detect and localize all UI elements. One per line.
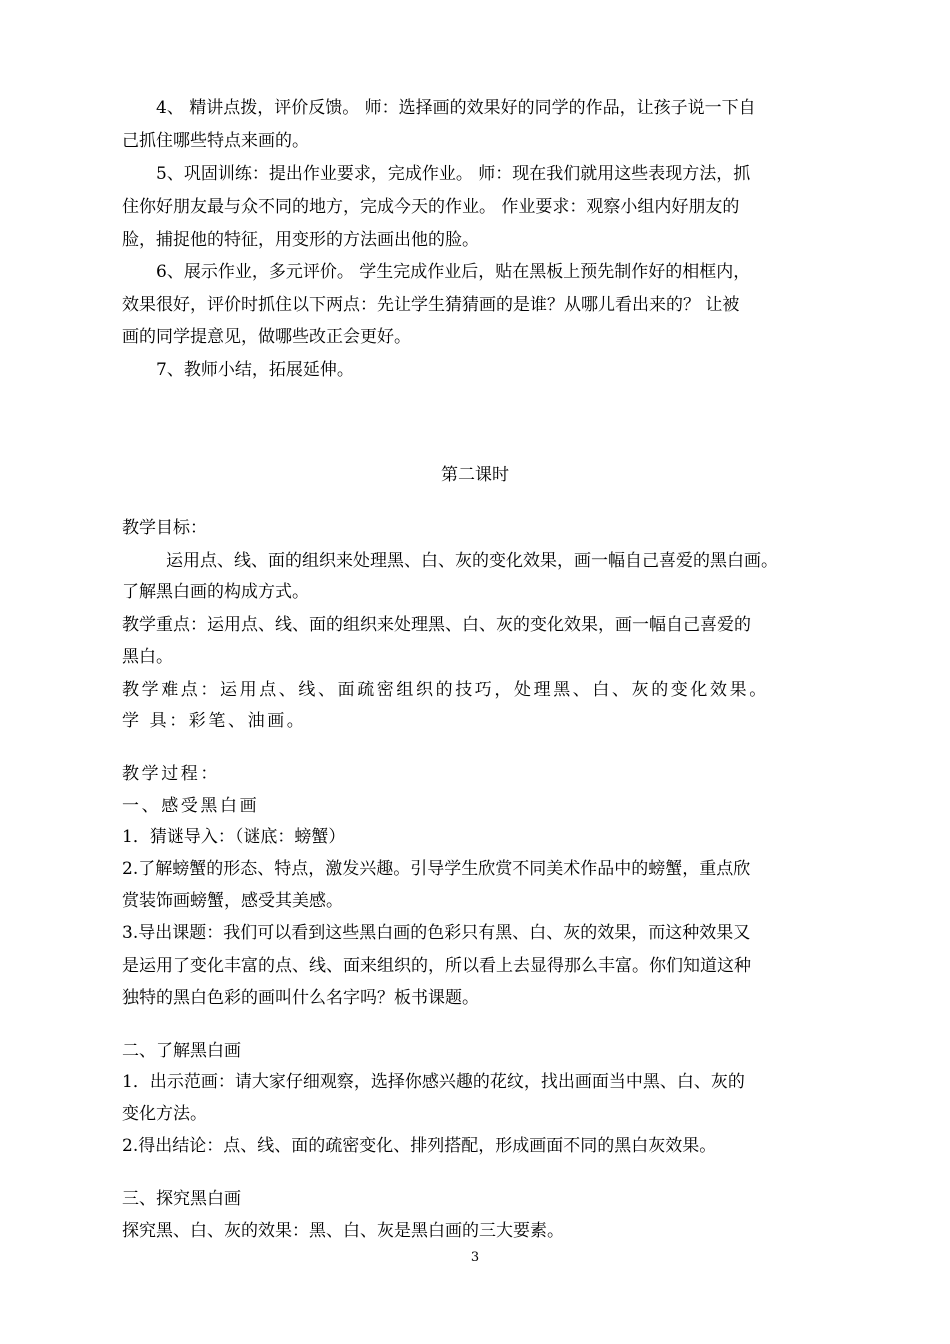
heading-line: 教学过程： bbox=[122, 764, 220, 784]
paragraph-line: 2.得出结论：点、线、面的疏密变化、排列搭配，形成画面不同的黑白灰效果。 bbox=[122, 1136, 717, 1156]
heading-line: 一、感受黑白画 bbox=[122, 796, 260, 816]
paragraph-line: 探究黑、白、灰的效果：黑、白、灰是黑白画的三大要素。 bbox=[122, 1221, 564, 1241]
paragraph-line: 4、 精讲点拨，评价反馈。 师：选择画的效果好的同学的作品，让孩子说一下自 bbox=[156, 98, 756, 118]
paragraph-line: 教学重点：运用点、线、面的组织来处理黑、白、灰的变化效果，画一幅自己喜爱的 bbox=[122, 615, 751, 635]
paragraph-line: 1．猜谜导入：（谜底：螃蟹） bbox=[122, 827, 346, 847]
paragraph-line: 己抓住哪些特点来画的。 bbox=[122, 131, 309, 151]
paragraph-line: 是运用了变化丰富的点、线、面来组织的，所以看上去显得那么丰富。你们知道这种 bbox=[122, 956, 751, 976]
heading-line: 二、了解黑白画 bbox=[122, 1041, 241, 1061]
paragraph-line: 1．出示范画：请大家仔细观察，选择你感兴趣的花纹，找出画面当中黑、白、灰的 bbox=[122, 1072, 745, 1092]
paragraph-line: 2.了解螃蟹的形态、特点，激发兴趣。引导学生欣赏不同美术作品中的螃蟹，重点欣 bbox=[122, 859, 751, 879]
paragraph-line: 变化方法。 bbox=[122, 1104, 207, 1124]
paragraph-line: 黑白。 bbox=[122, 647, 173, 667]
paragraph-line: 5、巩固训练：提出作业要求，完成作业。 师：现在我们就用这些表现方法，抓 bbox=[156, 164, 751, 184]
paragraph-line: 画的同学提意见，做哪些改正会更好。 bbox=[122, 327, 411, 347]
paragraph-line: 3.导出课题：我们可以看到这些黑白画的色彩只有黑、白、灰的效果，而这种效果又 bbox=[122, 923, 751, 943]
paragraph-line: 教学难点：运用点、线、面疏密组织的技巧，处理黑、白、灰的变化效果。 bbox=[122, 680, 769, 700]
paragraph-line: 6、展示作业，多元评价。 学生完成作业后，贴在黑板上预先制作好的相框内， bbox=[156, 262, 751, 282]
paragraph-line: 住你好朋友最与众不同的地方，完成今天的作业。 作业要求：观察小组内好朋友的 bbox=[122, 197, 740, 217]
paragraph-line: 脸，捕捉他的特征，用变形的方法画出他的脸。 bbox=[122, 230, 479, 250]
heading-line: 教学目标： bbox=[122, 518, 207, 538]
page-number: 3 bbox=[470, 1250, 480, 1265]
paragraph-line: 赏装饰画螃蟹，感受其美感。 bbox=[122, 891, 343, 911]
section-title: 第二课时 bbox=[441, 465, 509, 485]
paragraph-line: 独特的黑白色彩的画叫什么名字吗？板书课题。 bbox=[122, 988, 479, 1008]
heading-line: 三、探究黑白画 bbox=[122, 1189, 241, 1209]
paragraph-line: 7、教师小结，拓展延伸。 bbox=[156, 360, 354, 380]
paragraph-line: 运用点、线、面的组织来处理黑、白、灰的变化效果，画一幅自己喜爱的黑白画。 bbox=[166, 551, 778, 571]
paragraph-line: 了解黑白画的构成方式。 bbox=[122, 582, 309, 602]
paragraph-line: 效果很好，评价时抓住以下两点：先让学生猜猜画的是谁？从哪儿看出来的？ 让被 bbox=[122, 295, 740, 315]
paragraph-line: 学 具：彩笔、油画。 bbox=[122, 711, 307, 731]
